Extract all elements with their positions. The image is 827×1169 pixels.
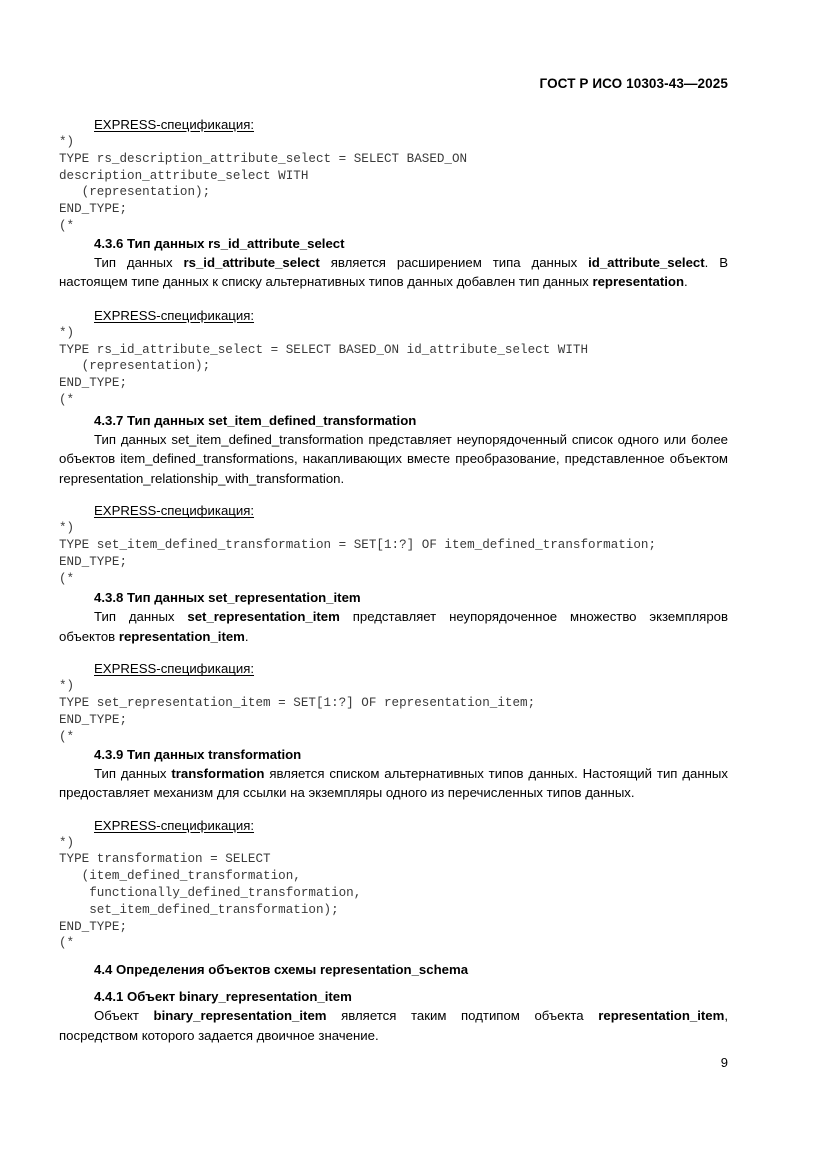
type-name: rs_id_attribute_select xyxy=(183,254,320,270)
section-title: 4.4.1 Объект binary_representation_item xyxy=(94,989,352,1005)
text-run: является таким подтипом объекта xyxy=(326,1008,599,1024)
type-name: representation_item xyxy=(118,628,245,644)
text-run: . xyxy=(244,628,249,644)
paragraph xyxy=(59,430,728,489)
type-name: set_representation_item xyxy=(187,609,340,625)
document-body xyxy=(59,116,728,1045)
express-spec-label: EXPRESS-спецификация: xyxy=(94,661,255,677)
section-title: 4.3.7 Тип данных set_item_defined_transformation xyxy=(94,412,417,428)
section-title: 4.4 Определения объектов схемы representation_schema xyxy=(94,962,469,978)
text-run: Тип данных xyxy=(94,609,188,625)
express-code-block: *) TYPE rs_description_attribute_select = SELECT BASED_ON description_attribute_select WITH (representation); END_TYPE; (* xyxy=(59,135,468,233)
text-run: является списком альтернативных типов данных. Настоящий тип данных предоставляет механизм для ссылки на экземпляры одного из перечисленных типов данных. xyxy=(59,765,728,801)
express-code-block: *) TYPE set_item_defined_transformation = SET[1:?] OF item_defined_transformation; END_TYPE; (* xyxy=(59,521,657,586)
express-code-block: *) TYPE set_representation_item = SET[1:?] OF representation_item; END_TYPE; (* xyxy=(59,679,536,744)
text-run: является расширением типа данных xyxy=(319,254,589,270)
type-name: id_attribute_select xyxy=(588,254,705,270)
section-title: 4.3.6 Тип данных rs_id_attribute_select xyxy=(94,235,345,251)
text-run: Тип данных set_item_defined_transformation представляет неупорядоченный список одного или более объектов item_defined_transformations, накапливающих вместе преобразование, представленное объектом representation_relationship_with_transformation. xyxy=(59,431,728,486)
paragraph xyxy=(59,253,728,292)
paragraph xyxy=(59,1006,728,1045)
paragraph xyxy=(59,607,728,646)
page-number: 9 xyxy=(720,1055,728,1070)
text-run: Тип данных xyxy=(94,254,184,270)
paragraph xyxy=(59,764,728,803)
type-name: binary_representation_item xyxy=(153,1008,327,1024)
express-spec-label: EXPRESS-спецификация: xyxy=(94,817,255,833)
express-spec-label: EXPRESS-спецификация: xyxy=(94,503,255,519)
text-run: . В настоящем типе данных к списку альтернативных типов данных добавлен тип данных xyxy=(59,254,729,290)
section-title: 4.3.8 Тип данных set_representation_item xyxy=(94,590,361,606)
text-run: представляет неупорядоченное множество экземпляров объектов xyxy=(59,609,728,644)
text-run: Тип данных xyxy=(94,765,172,781)
express-code-block: *) TYPE transformation = SELECT (item_defined_transformation, functionally_defined_transformation, set_item_defined_transformation); END_TYPE; (* xyxy=(59,835,362,951)
document-header: ГОСТ Р ИСО 10303-43—2025 xyxy=(539,76,728,91)
express-code-block: *) TYPE rs_id_attribute_select = SELECT BASED_ON id_attribute_select WITH (representation); END_TYPE; (* xyxy=(59,325,589,407)
text-run: Объект xyxy=(94,1008,154,1024)
type-name: representation_item xyxy=(598,1008,725,1024)
type-name: transformation xyxy=(171,765,265,781)
text-run: , посредством которого задается двоичное значение. xyxy=(59,1008,729,1043)
express-spec-label: EXPRESS-спецификация: xyxy=(94,117,255,132)
express-spec-label: EXPRESS-спецификация: xyxy=(94,307,255,323)
section-title: 4.3.9 Тип данных transformation xyxy=(94,746,302,762)
text-run: . xyxy=(684,274,688,290)
type-name: representation xyxy=(592,274,685,290)
